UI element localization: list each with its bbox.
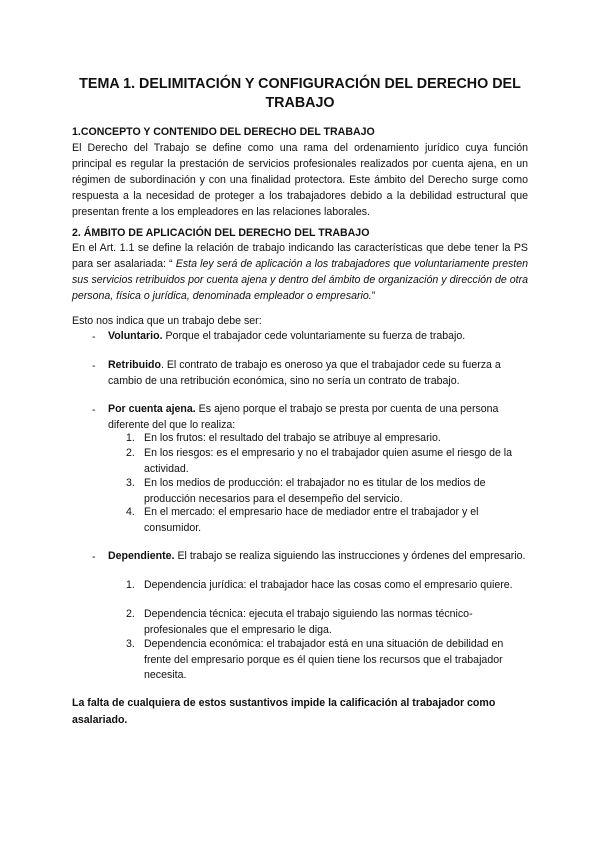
list-item-dependiente <box>108 549 528 565</box>
sub-item: En el mercado: el empresario hace de mediador entre el trabajador y el consumidor. <box>144 506 479 534</box>
sub-item: En los medios de producción: el trabajador no es titular de los medios de producción necesarios para el desempeño del servicio. <box>144 477 486 505</box>
list-lead: Esto nos indica que un trabajo debe ser: <box>72 315 262 327</box>
intro-text: En el Art. 1.1 se define la relación de trabajo indicando las características que debe tener la PS para ser asalariada: “ <box>72 242 528 270</box>
item-label: Por cuenta ajena. <box>108 403 196 415</box>
sub-number: 2. <box>126 608 135 620</box>
item-label: Retribuido <box>108 359 161 371</box>
section1-heading: 1.CONCEPTO Y CONTENIDO DEL DERECHO DEL TRABAJO <box>72 126 375 138</box>
sub-item: En los frutos: el resultado del trabajo se atribuye al empresario. <box>144 432 441 444</box>
list-item-retribuido <box>108 358 528 389</box>
section2-heading: 2. ÁMBITO DE APLICACIÓN DEL DERECHO DEL TRABAJO <box>72 227 370 239</box>
list-item-voluntario <box>108 329 528 345</box>
item-text: . El contrato de trabajo es oneroso ya que el trabajador cede su fuerza a cambio de una retribución económica, sino no sería un contrato de trabajo. <box>108 359 501 387</box>
sub-number: 3. <box>126 638 135 650</box>
sub-item: Dependencia económica: el trabajador está en una situación de debilidad en frente del empresario porque es él quien tiene los recursos que el trabajador necesita. <box>144 638 504 681</box>
sub-item: En los riesgos: es el empresario y no el trabajador quien asume el riesgo de la actividad. <box>144 447 513 475</box>
conclusion: La falta de cualquiera de estos sustantivos impide la calificación al trabajador como asalariado. <box>72 697 496 726</box>
list-bullet: - <box>92 551 96 563</box>
sub-number: 2. <box>126 447 135 459</box>
list-bullet: - <box>92 404 96 416</box>
intro-close-quote: ” <box>371 290 376 302</box>
section2-intro <box>72 240 528 304</box>
section1-paragraph: El Derecho del Trabajo se define como una rama del ordenamiento jurídico cuya función principal es regular la prestación de servicios profesionales realizados por cuenta ajena, en un régimen de subordinación y con una finalidad protectora. Este ámbito del Derecho surge como respuesta a la necesidad de proteger a los trabajadores debido a la debilidad estructural que presentan frente a los empleadores en las relaciones laborales. <box>72 142 528 218</box>
sub-number: 1. <box>126 432 135 444</box>
sub-item: Dependencia jurídica: el trabajador hace las cosas como el empresario quiere. <box>144 579 513 591</box>
sub-item: Dependencia técnica: ejecuta el trabajo siguiendo las normas técnico-profesionales que el empresario le diga. <box>144 608 473 636</box>
item-text: El trabajo se realiza siguiendo las instrucciones y órdenes del empresario. <box>174 550 526 562</box>
item-text: Porque el trabajador cede voluntariamente su fuerza de trabajo. <box>162 330 466 342</box>
page-title: TEMA 1. DELIMITACIÓN Y CONFIGURACIÓN DEL DERECHO DEL TRABAJO <box>79 76 521 111</box>
list-item-por-cuenta-ajena <box>108 402 528 433</box>
sub-number: 3. <box>126 477 135 489</box>
item-text: Es ajeno porque el trabajo se presta por cuenta de una persona diferente del que lo realiza: <box>108 403 499 431</box>
sub-number: 1. <box>126 579 135 591</box>
item-label: Dependiente. <box>108 550 175 562</box>
list-bullet: - <box>92 360 96 372</box>
item-label: Voluntario. <box>108 330 163 342</box>
list-bullet: - <box>92 331 96 343</box>
sub-number: 4. <box>126 506 135 518</box>
intro-quote: Esta ley será de aplicación a los trabajadores que voluntariamente presten sus servicios retribuidos por cuenta ajena y dentro del ámbito de organización y dirección de otra persona, física o jurídica, denominada empleador o empresario. <box>72 258 528 302</box>
